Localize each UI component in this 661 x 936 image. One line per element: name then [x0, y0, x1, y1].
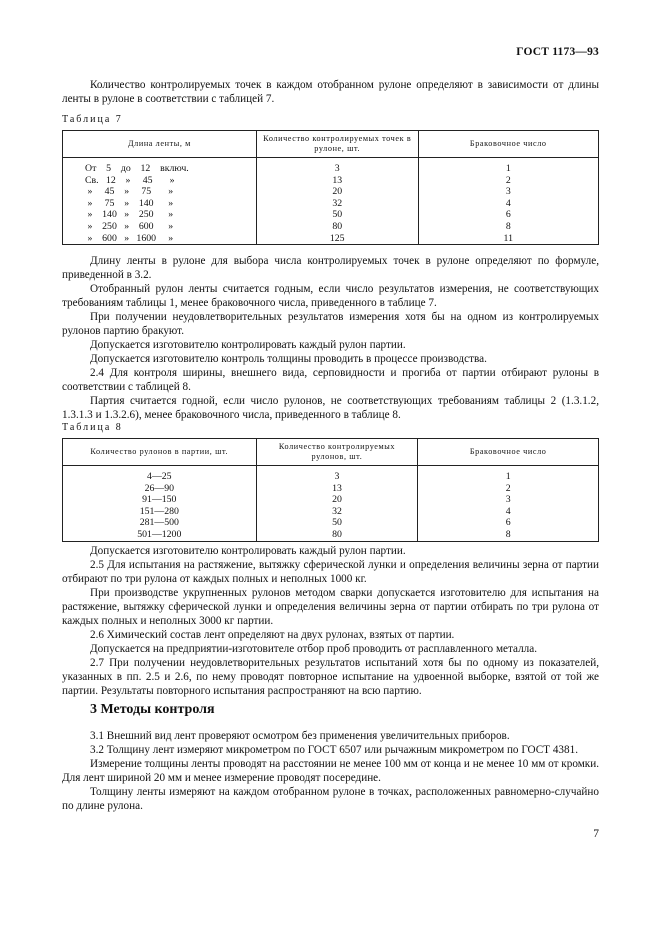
paragraph: 2.5 Для испытания на растяжение, вытяжку сферической лунки и определения величины зерна от партии отбирают по три рулона от каждых полных и неполных 1000 кг.: [62, 559, 599, 585]
table7-caption: Таблица 7: [62, 114, 123, 125]
paragraph: Допускается изготовителю контроль толщины проводить в процессе производства.: [90, 353, 487, 365]
paragraph: Длину ленты в рулоне для выбора числа контролируемых точек в рулоне определяют по формуле, приведенной в 3.2.: [62, 255, 599, 281]
paragraph: Допускается изготовителю контролировать каждый рулон партии.: [90, 339, 406, 351]
table-row: [63, 186, 599, 198]
table8-header-reject: Браковочное число: [418, 439, 599, 466]
table-row: [63, 529, 599, 541]
paragraphs-b: [62, 544, 599, 698]
paragraph: При производстве укрупненных рулонов методом сварки допускается изготовителю для испытания на растяжение, вытяжку сферической лунки и определения величины зерна от партии отбирать по три рулона от каждых полных и неполных 3000 кг партии.: [62, 587, 599, 627]
table-row: [63, 158, 599, 175]
page-number: 7: [593, 828, 599, 840]
table7-cell-points: 20: [256, 186, 418, 198]
paragraph: 2.7 При получении неудовлетворительных результатов испытаний хотя бы по одному из показателей, указанных в пп. 2.5 и 2.6, по нему проводят повторное испытание на удвоенной выборке, взятой от той же партии. Результаты повторного испытания распространяют на всю партию.: [62, 657, 599, 697]
table8-header-controlled: Количество контролируемых рулонов, шт.: [256, 439, 418, 466]
table8-cell-reject: 1: [418, 466, 599, 483]
table8-cell-reject: 2: [418, 483, 599, 495]
table8-header-count: Количество рулонов в партии, шт.: [63, 439, 257, 466]
document-header: ГОСТ 1173—93: [516, 46, 599, 58]
table8-caption: Таблица 8: [62, 422, 123, 433]
table8-cell-count: 151—280: [63, 506, 257, 518]
table-row: [63, 221, 599, 233]
paragraphs-c: [62, 729, 599, 813]
table7-cell-reject: 8: [418, 221, 598, 233]
table7-cell-points: 32: [256, 198, 418, 210]
table8-cell-reject: 8: [418, 529, 599, 541]
paragraph: Измерение толщины ленты проводят на расстоянии не менее 100 мм от конца и не менее 10 мм от кромки. Для лент шириной 20 мм и менее измерение проводят посередине.: [62, 758, 599, 784]
table8-cell-count: 26—90: [63, 483, 257, 495]
table7-cell-points: 50: [256, 209, 418, 221]
table7-cell-reject: 2: [418, 175, 598, 187]
table7-cell-points: 3: [256, 158, 418, 175]
paragraph: 2.4 Для контроля ширины, внешнего вида, серповидности и прогиба от партии отбирают рулоны в соответствии с таблицей 8.: [62, 367, 599, 393]
table7: [62, 130, 599, 245]
table-row: [63, 517, 599, 529]
table7-cell-reject: 3: [418, 186, 598, 198]
table7-cell-length: » 600 » 1600 »: [85, 232, 174, 244]
table8-cell-controlled: 80: [256, 529, 418, 541]
table7-header-reject: Браковочное число: [418, 131, 598, 158]
paragraph: 3.2 Толщину лент измеряют микрометром по ГОСТ 6507 или рычажным микрометром по ГОСТ 4381.: [90, 744, 578, 756]
table7-cell-length: » 75 » 140 »: [85, 197, 174, 209]
table7-block: [62, 114, 599, 245]
table7-cell-points: 125: [256, 233, 418, 245]
section-3: [62, 702, 599, 718]
table7-cell-reject: 11: [418, 233, 598, 245]
paragraph: Партия считается годной, если число рулонов, не соответствующих требованиям таблицы 2 (1.3.1.2, 1.3.1.3 и 1.3.2.6), менее браковочного числа, приведенного в таблице 8.: [62, 395, 599, 421]
table7-cell-length: От 5 до 12 включ.: [85, 163, 189, 174]
table8-cell-controlled: 20: [256, 494, 418, 506]
table8-cell-controlled: 32: [256, 506, 418, 518]
table7-cell-points: 80: [256, 221, 418, 233]
table8-cell-count: 281—500: [63, 517, 257, 529]
table-row: [63, 466, 599, 483]
table7-header-length: Длина ленты, м: [63, 131, 257, 158]
table-row: [63, 209, 599, 221]
table-row: [63, 494, 599, 506]
table8-block: [62, 422, 599, 542]
table7-cell-length: » 140 » 250 »: [85, 209, 174, 221]
table8-cell-reject: 3: [418, 494, 599, 506]
table8-cell-controlled: 3: [256, 466, 418, 483]
table-row: [63, 506, 599, 518]
intro-block: [62, 78, 599, 106]
intro-paragraph: Количество контролируемых точек в каждом отобранном рулоне определяют в зависимости от длины ленты в рулоне в соответствии с таблицей 7.: [62, 79, 599, 105]
table7-cell-length: Св. 12 » 45 »: [85, 174, 175, 186]
table-row: [63, 175, 599, 187]
table-row: [63, 483, 599, 495]
table8: [62, 438, 599, 542]
paragraph: Отобранный рулон ленты считается годным, если число результатов измерения, не соответствующих требованиям таблицы 1, менее браковочного числа, приведенного в таблице 7.: [62, 283, 599, 309]
table8-cell-reject: 4: [418, 506, 599, 518]
paragraph: Толщину ленты измеряют на каждом отобранном рулоне в точках, расположенных равномерно-случайно по длине рулона.: [62, 786, 599, 812]
table7-cell-length: » 45 » 75 »: [85, 186, 174, 198]
table7-cell-reject: 6: [418, 209, 598, 221]
paragraphs-a: [62, 254, 599, 422]
table8-cell-count: 91—150: [63, 494, 257, 506]
table7-cell-reject: 1: [418, 158, 598, 175]
table8-cell-reject: 6: [418, 517, 599, 529]
section-title: 3 Методы контроля: [90, 702, 215, 717]
table-row: [63, 233, 599, 245]
table7-header-points: Количество контролируемых точек в рулоне, шт.: [256, 131, 418, 158]
paragraph: 3.1 Внешний вид лент проверяют осмотром без применения увеличительных приборов.: [90, 730, 510, 742]
paragraph: При получении неудовлетворительных результатов измерения хотя бы на одном из контролируемых рулонов партию бракуют.: [62, 311, 599, 337]
table8-cell-count: 501—1200: [63, 529, 257, 541]
paragraph: Допускается на предприятии-изготовителе отбор проб проводить от расплавленного металла.: [90, 643, 538, 655]
paragraph: Допускается изготовителю контролировать каждый рулон партии.: [90, 545, 406, 557]
table8-cell-count: 4—25: [63, 466, 257, 483]
table7-cell-points: 13: [256, 175, 418, 187]
table8-cell-controlled: 50: [256, 517, 418, 529]
paragraph: 2.6 Химический состав лент определяют на двух рулонах, взятых от партии.: [90, 629, 455, 641]
table8-cell-controlled: 13: [256, 483, 418, 495]
table-row: [63, 198, 599, 210]
table7-cell-length: » 250 » 600 »: [85, 220, 174, 232]
table7-cell-reject: 4: [418, 198, 598, 210]
